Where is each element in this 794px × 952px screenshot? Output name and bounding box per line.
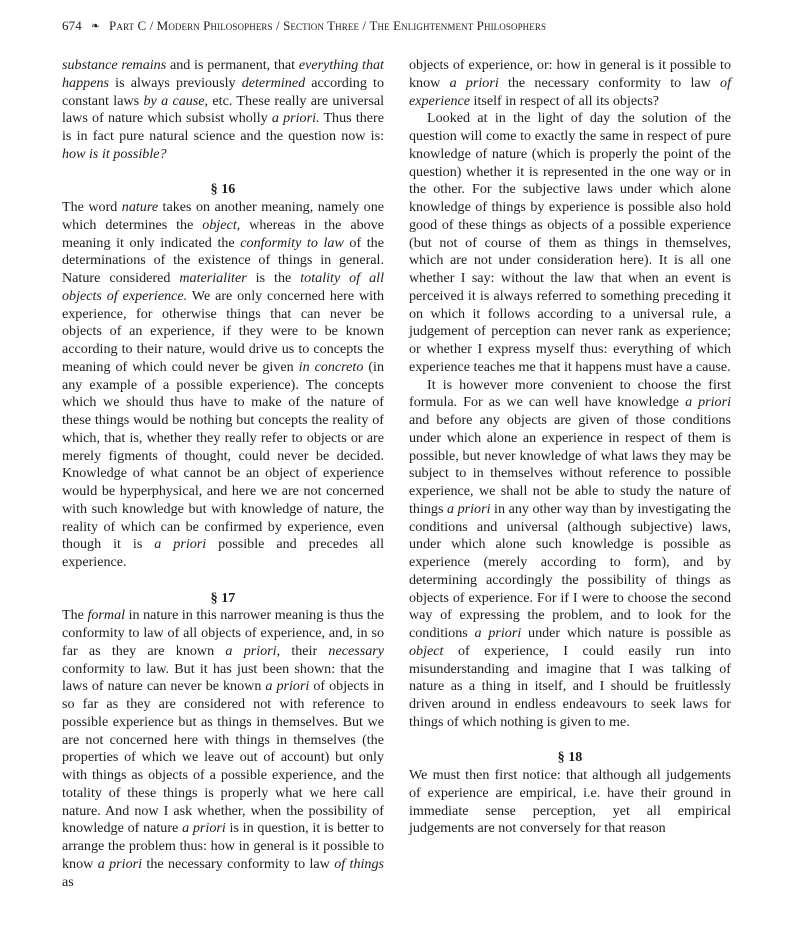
italic-run: how is it possible? xyxy=(62,145,167,162)
italic-run: necessary xyxy=(328,642,384,659)
italic-run: materialiter xyxy=(179,270,247,286)
text-run: the necessary conformity to law xyxy=(142,855,335,872)
section-heading-17: § 17 xyxy=(210,589,236,606)
text-run: Looked at in the light of day the solution of the question will come to exactly the same in respect of pure knowledge of nature (which is properly the point of the question) whether it is represented in the one way or in the other. For the subjective laws under which alone knowledge of things by experience is possible also hold good of these things as objects of a possible experience (but not of course of them as things in themselves, which are not under consideration here). It is all one whether I say: without the law that when an event is perceived it is always referred to something preceding it on which it follows according to a universal rule, a judgement of perception can never rank as experience; or whether I express myself thus: everything of which experience teaches me that it happens must have a cause. xyxy=(409,110,731,375)
italic-run: a priori xyxy=(685,394,731,411)
italic-run: of experience xyxy=(409,74,732,109)
chapter-title: The Enlightenment Philosophers xyxy=(369,18,547,33)
italic-run: object xyxy=(409,642,444,659)
italic-run: everything that happens xyxy=(62,57,384,91)
italic-run: object, xyxy=(202,216,241,233)
italic-run: a priori xyxy=(447,500,491,517)
part-label: Part C xyxy=(109,18,147,33)
page-number: 674 xyxy=(62,18,82,33)
spacer xyxy=(62,572,384,590)
italic-run: a priori xyxy=(154,536,207,553)
italic-run: a priori xyxy=(182,820,226,837)
italic-run: a priori xyxy=(474,625,522,641)
text-run: and before any objects are given of those conditions under which alone an experience in respect of them is possible, but never knowledge of what laws they may be subject to in themselves without reference to possible experience, we shall not be able to study the nature of things xyxy=(409,412,731,517)
text-run: their xyxy=(280,642,329,659)
italic-run: of things xyxy=(334,855,385,872)
text-run: is the xyxy=(246,270,301,286)
section-heading-16: § 16 xyxy=(210,181,236,198)
italic-run: a priori. xyxy=(271,110,320,127)
paragraph xyxy=(62,199,384,572)
text-run: in nature in this narrower meaning is thus the conformity to law of all objects of experience, and, in so far as they are known xyxy=(62,607,385,659)
spacer xyxy=(409,732,731,750)
header-slash: / xyxy=(275,18,280,33)
italic-run: substance remains xyxy=(62,57,167,73)
text-run: The word xyxy=(62,199,122,215)
italic-run: formal xyxy=(87,607,126,624)
text-run: conformity to law. But it has just been shown: that the laws of nature can never be known xyxy=(62,660,384,695)
italic-run: conformity to law xyxy=(240,234,344,251)
italic-run: a priori xyxy=(97,855,143,872)
italic-run: determined xyxy=(241,74,306,91)
text-run: objects of experience, or: how in general is it possible to know xyxy=(409,57,731,91)
text-run: etc. These really are universal laws of nature which subsist wholly xyxy=(62,92,384,127)
text-run: and is permanent, that xyxy=(166,57,299,73)
fleuron-ornament-icon: ❧ xyxy=(91,21,100,32)
italic-run: a priori, xyxy=(225,642,281,659)
text-run: It is however more convenient to choose the first formula. For as we can well have knowledge xyxy=(409,376,731,411)
running-head xyxy=(62,18,762,36)
paragraph xyxy=(62,57,384,164)
text-run: We are only concerned here with experience, for otherwise things that can never be objects of an experience, if they were to be known according to their nature, would drive us to concepts the meaning of which could never be given xyxy=(62,287,384,375)
italic-run: by a cause, xyxy=(143,92,209,109)
section-heading-18: § 18 xyxy=(557,749,583,766)
text-run: under which nature is possible as xyxy=(521,625,732,641)
text-run: of experience, I could easily run into misunderstanding and imagine that I was talking of nature as a thing in itself, and I should be fruitlessly driven around in endless endeavours to seek laws for things of which nothing is given to me. xyxy=(409,642,731,730)
section-title-a: Modern Philosophers xyxy=(156,18,273,33)
italic-run: a priori xyxy=(449,74,499,91)
text-run: Thus there is in fact pure natural science and the question now is: xyxy=(62,110,384,144)
text-run: in any other way than by investigating the conditions and universal (although subjective) laws, under which alone such knowledge is possible as experience (merely according to form), and by determining accordingly the possibility of things as objects of experience. For if I were to choose the second way of expressing the problem, and to look for the conditions xyxy=(409,500,732,641)
section-title-b: Section Three xyxy=(283,18,360,33)
text-run: whereas in the above meaning it only indicated the xyxy=(62,216,384,251)
header-separator: / xyxy=(149,18,154,33)
italic-run: in concreto xyxy=(298,358,364,375)
italic-run: a priori xyxy=(265,678,310,695)
italic-run: nature xyxy=(121,199,159,215)
text-run: is in question, it is better to arrange the problem thus: how in general is it possible to know xyxy=(62,820,384,872)
paragraph xyxy=(409,57,731,110)
header-slash: / xyxy=(362,18,367,33)
text-run: (in any example of a possible experience). The concepts which we should thus have to make of the nature of these things would be nothing but concepts the reality of which, that is, whether they really refer to objects or are merely figments of thought, could never be decided. Knowledge of what cannot be an object of experience would be hyperphysical, and here we are not concerned with such knowledge but with knowledge of nature, the reality of which can be confirmed by experience, even though it is xyxy=(62,358,384,553)
text-run: itself in respect of all its objects? xyxy=(470,92,660,109)
italic-run: totality of all objects of experience. xyxy=(62,270,384,304)
spacer xyxy=(62,164,384,182)
text-run: according to constant laws xyxy=(62,74,384,109)
text-run: of objects in so far as they are considered not with reference to possible experience but as things in themselves. But we are not concerned here with things in themselves (the properties of which we leave out of account) but only with things as objects of a possible experience, and the totality of these things is properly what we here call nature. And now I ask whether, when the possibility of knowledge of nature xyxy=(62,678,384,837)
paragraph xyxy=(409,767,731,838)
text-run: The xyxy=(62,607,88,624)
paragraph xyxy=(409,110,731,376)
paragraph xyxy=(409,377,731,732)
text-run: possible and precedes all experience. xyxy=(62,536,385,570)
text-run: as xyxy=(62,873,74,890)
text-run: We must then first notice: that although all judgements of experience are empirical, i.e. have their ground in immediate sense perception, yet all empirical judgements are not conversely for that reason xyxy=(409,767,731,837)
text-run: of the determinations of the existence of things in general. Nature considered xyxy=(62,234,384,286)
text-run: is always previously xyxy=(108,74,242,91)
left-column xyxy=(62,57,384,891)
paragraph xyxy=(62,607,384,891)
right-column xyxy=(409,57,731,838)
text-run: takes on another meaning, namely one which determines the xyxy=(62,199,384,233)
text-run: the necessary conformity to law xyxy=(498,74,721,91)
